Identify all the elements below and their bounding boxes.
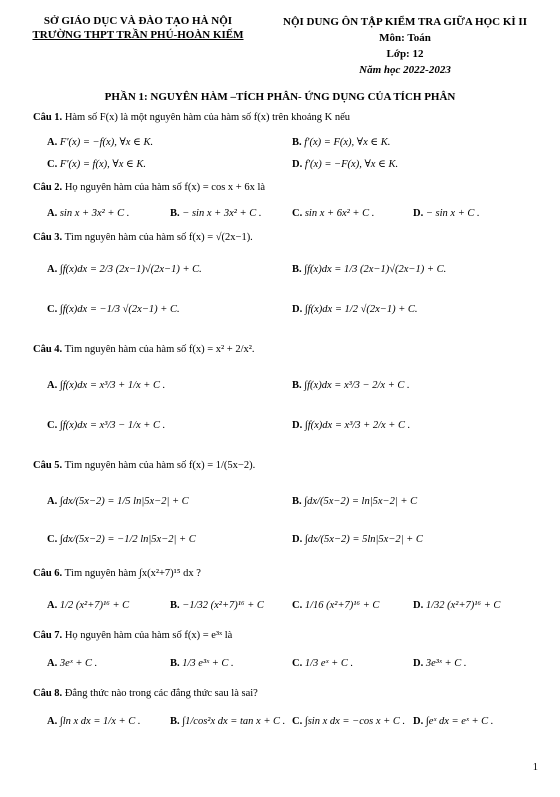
grade: Lớp: 12 xyxy=(386,48,424,60)
question-text: Tìm nguyên hàm của hàm số f(x) = 1/(5x−2). xyxy=(64,460,256,471)
question-5: Câu 5. Tìm nguyên hàm của hàm số f(x) = 1/(5x−2). xyxy=(33,460,256,471)
page-number: 1 xyxy=(532,762,538,773)
department-name: SỞ GIÁO DỤC VÀ ĐÀO TẠO HÀ NỘI xyxy=(43,15,233,27)
q6-option-d[interactable]: D. 1/32 (x²+7)¹⁶ + C xyxy=(413,600,501,611)
q3-option-b[interactable]: B. ∫f(x)dx = 1/3 (2x−1)√(2x−1) + C. xyxy=(292,264,447,275)
question-text: Tìm nguyên hàm ∫x(x²+7)¹⁵ dx ? xyxy=(64,568,201,579)
q1-option-c[interactable]: C. F′(x) = f(x), ∀x ∈ K. xyxy=(47,159,147,170)
q3-option-c[interactable]: C. ∫f(x)dx = −1/3 √(2x−1) + C. xyxy=(47,304,180,315)
q8-option-b[interactable]: B. ∫1/cos²x dx = tan x + C . xyxy=(170,716,286,727)
exam-header xyxy=(255,14,555,78)
question-3: Câu 3. Tìm nguyên hàm của hàm số f(x) = √(2x−1). xyxy=(33,232,253,243)
q5-option-d[interactable]: D. ∫dx/(5x−2) = 5ln|5x−2| + C xyxy=(292,534,423,545)
question-text: Họ nguyên hàm của hàm số f(x) = e³ˣ là xyxy=(64,630,233,641)
q1-option-a[interactable]: A. F′(x) = −f(x), ∀x ∈ K. xyxy=(47,137,154,148)
question-text: Đẳng thức nào trong các đẳng thức sau là sai? xyxy=(64,688,258,699)
q3-option-d[interactable]: D. ∫f(x)dx = 1/2 √(2x−1) + C. xyxy=(292,304,418,315)
question-text: Hàm số F(x) là một nguyên hàm của hàm số f(x) trên khoảng K nếu xyxy=(64,112,350,123)
question-text: Tìm nguyên hàm của hàm số f(x) = √(2x−1). xyxy=(64,232,253,243)
question-text: Tìm nguyên hàm của hàm số f(x) = x² + 2/x². xyxy=(64,344,255,355)
q7-option-b[interactable]: B. 1/3 e³ˣ + C . xyxy=(170,658,234,669)
question-label: Câu 1. xyxy=(33,112,63,123)
question-6: Câu 6. Tìm nguyên hàm ∫x(x²+7)¹⁵ dx ? xyxy=(33,568,201,579)
question-4: Câu 4. Tìm nguyên hàm của hàm số f(x) = x² + 2/x². xyxy=(33,344,255,355)
q4-option-d[interactable]: D. ∫f(x)dx = x³/3 + 2/x + C . xyxy=(292,420,411,431)
question-8: Câu 8. Đẳng thức nào trong các đẳng thức sau là sai? xyxy=(33,688,258,699)
q4-option-a[interactable]: A. ∫f(x)dx = x³/3 + 1/x + C . xyxy=(47,380,166,391)
q6-option-b[interactable]: B. −1/32 (x²+7)¹⁶ + C xyxy=(170,600,264,611)
q3-option-a[interactable]: A. ∫f(x)dx = 2/3 (2x−1)√(2x−1) + C. xyxy=(47,264,202,275)
question-1 xyxy=(33,112,350,123)
exam-title: NỘI DUNG ÔN TẬP KIỂM TRA GIỮA HỌC KÌ II xyxy=(283,16,527,28)
part-title: PHẦN 1: NGUYÊN HÀM –TÍCH PHÂN- ỨNG DỤNG CỦA TÍCH PHÂN xyxy=(104,91,456,103)
q8-option-c[interactable]: C. ∫sin x dx = −cos x + C . xyxy=(292,716,406,727)
q7-option-a[interactable]: A. 3eˣ + C . xyxy=(47,658,98,669)
q2-option-b[interactable]: B. − sin x + 3x² + C . xyxy=(170,208,262,219)
question-2: Câu 2. Họ nguyên hàm của hàm số f(x) = cos x + 6x là xyxy=(33,182,266,193)
q6-option-a[interactable]: A. 1/2 (x²+7)¹⁶ + C xyxy=(47,600,130,611)
q5-option-b[interactable]: B. ∫dx/(5x−2) = ln|5x−2| + C xyxy=(292,496,418,507)
q2-option-c[interactable]: C. sin x + 6x² + C . xyxy=(292,208,375,219)
school-header xyxy=(18,14,258,42)
q7-option-d[interactable]: D. 3e³ˣ + C . xyxy=(413,658,467,669)
q4-option-b[interactable]: B. ∫f(x)dx = x³/3 − 2/x + C . xyxy=(292,380,410,391)
school-year: Năm học 2022-2023 xyxy=(359,64,451,76)
q2-option-d[interactable]: D. − sin x + C . xyxy=(413,208,480,219)
q7-option-c[interactable]: C. 1/3 eˣ + C . xyxy=(292,658,354,669)
q2-option-a[interactable]: A. sin x + 3x² + C . xyxy=(47,208,130,219)
q8-option-d[interactable]: D. ∫eˣ dx = eˣ + C . xyxy=(413,716,494,727)
q5-option-c[interactable]: C. ∫dx/(5x−2) = −1/2 ln|5x−2| + C xyxy=(47,534,196,545)
school-name: TRƯỜNG THPT TRẦN PHÚ-HOÀN KIẾM xyxy=(32,29,244,41)
q1-option-d[interactable]: D. f′(x) = −F(x), ∀x ∈ K. xyxy=(292,159,399,170)
q6-option-c[interactable]: C. 1/16 (x²+7)¹⁶ + C xyxy=(292,600,380,611)
question-text: Họ nguyên hàm của hàm số f(x) = cos x + 6x là xyxy=(64,182,266,193)
q1-option-b[interactable]: B. f′(x) = F(x), ∀x ∈ K. xyxy=(292,137,391,148)
question-7: Câu 7. Họ nguyên hàm của hàm số f(x) = e³ˣ là xyxy=(33,630,233,641)
q4-option-c[interactable]: C. ∫f(x)dx = x³/3 − 1/x + C . xyxy=(47,420,166,431)
q8-option-a[interactable]: A. ∫ln x dx = 1/x + C . xyxy=(47,716,141,727)
q5-option-a[interactable]: A. ∫dx/(5x−2) = 1/5 ln|5x−2| + C xyxy=(47,496,189,507)
subject: Môn: Toán xyxy=(379,32,431,44)
